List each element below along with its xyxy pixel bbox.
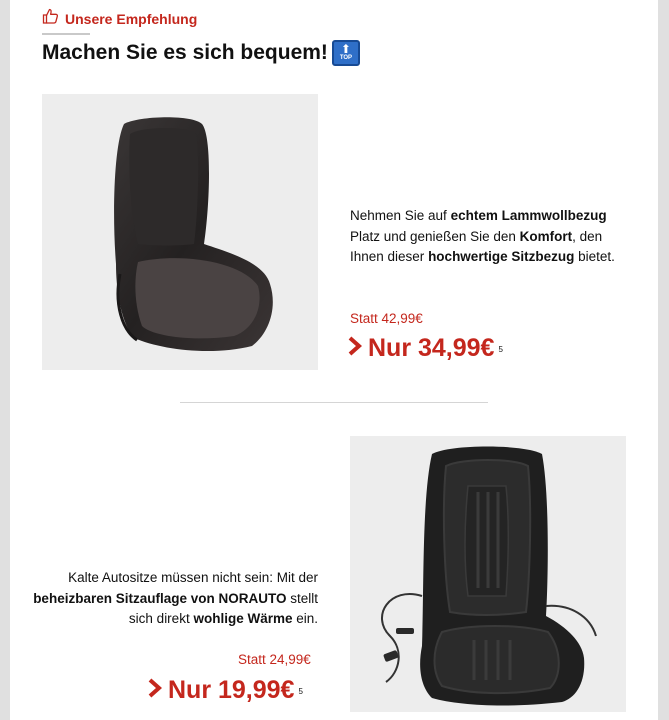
old-price: Statt 24,99€: [238, 652, 311, 667]
description-text: stellt sich direkt: [128, 590, 318, 626]
page-title: Machen Sie es sich bequem!: [42, 41, 328, 64]
description-highlight: echtem Lammwollbezug: [450, 208, 607, 223]
divider: [180, 402, 488, 403]
thumbs-up-icon: [42, 8, 59, 29]
new-price: Nur 19,99€: [168, 676, 295, 704]
product-image-sheepskin-seat-cover[interactable]: [42, 94, 318, 370]
new-price: Nur 34,99€: [368, 334, 495, 362]
description-text: bietet.: [574, 249, 615, 264]
headline: [42, 40, 360, 66]
description-highlight: beheizbaren Sitzauflage von NORAUTO: [33, 590, 287, 606]
description-text: Nehmen Sie auf: [350, 208, 451, 223]
chevron-right-icon: [348, 334, 362, 363]
description-text: , den Ihnen dieser: [350, 228, 603, 264]
window-frame-right: [658, 0, 669, 720]
product-description: [30, 568, 318, 630]
top-badge-text: TOP: [339, 55, 353, 61]
description-text: ein.: [292, 611, 318, 626]
top-arrow-icon: ⬆: [340, 42, 351, 56]
product-description: [350, 206, 632, 268]
window-frame-left: [0, 0, 10, 720]
price-link[interactable]: [348, 334, 503, 363]
description-highlight: Komfort: [519, 228, 573, 244]
recommendation-label: Unsere Empfehlung: [65, 10, 198, 27]
newsletter-card: [10, 0, 658, 720]
chevron-right-icon: [148, 676, 162, 705]
description-highlight: wohlige Wärme: [193, 611, 293, 626]
recommendation-header: [42, 8, 197, 29]
description-text: Platz und genießen Sie den: [350, 228, 520, 244]
description-highlight: hochwertige Sitzbezug: [428, 249, 575, 264]
old-price: Statt 42,99€: [350, 311, 423, 326]
price-link[interactable]: [148, 676, 303, 705]
top-badge: [332, 40, 360, 66]
footnote-marker: 5: [298, 687, 303, 696]
product-image-heated-seat-cushion[interactable]: [350, 436, 626, 712]
description-text: Kalte Autositze müssen nicht sein: Mit der: [68, 570, 318, 585]
recommendation-underline: [42, 33, 90, 35]
footnote-marker: 5: [498, 345, 503, 354]
